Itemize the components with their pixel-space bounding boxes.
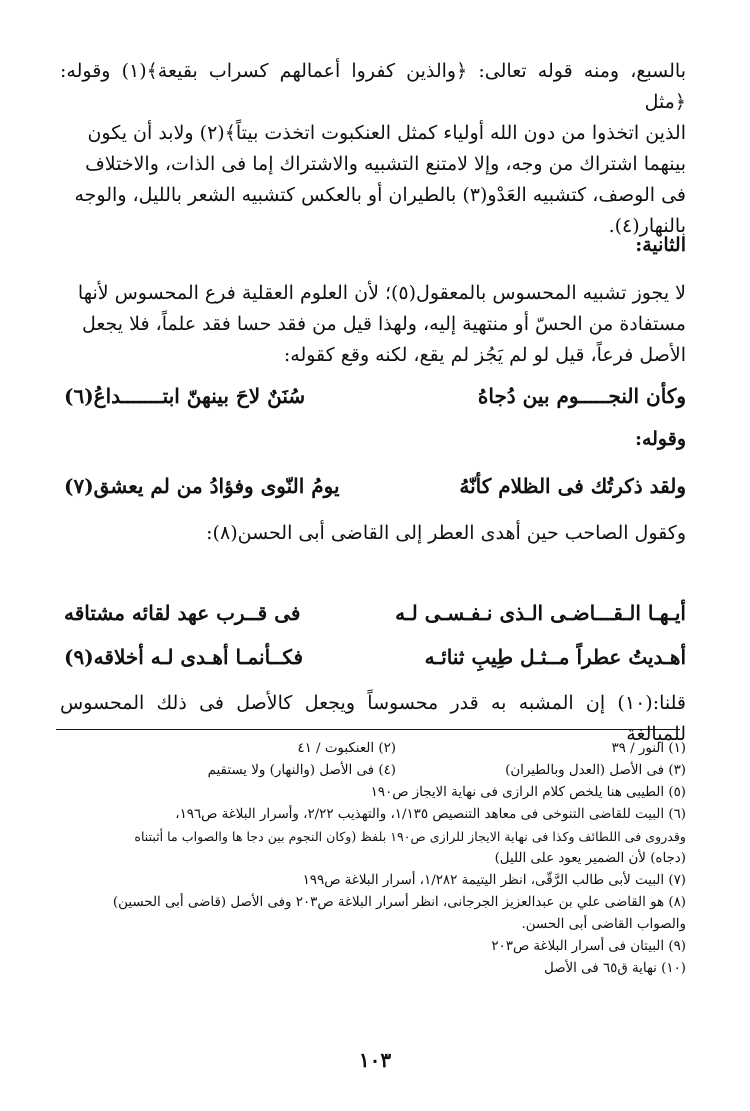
footnote-separator [56,729,680,730]
verse-2 [64,474,686,508]
wa-qawluhu: وقوله: [634,428,686,450]
footnote-2: (٢) العنكبوت / ٤١ [297,741,396,756]
paragraph-2 [60,278,686,371]
footnote-6-line: وقدروى فى اللطائف وكذا فى نهاية الايجاز للرازى ص١٩٠ بلفظ (وكان النجوم بين دجا ها والصواب ما أثبتناه [134,829,686,844]
footnote-row [56,760,686,782]
verse-1-first-hemistich: وكأن النجـــــوم بين دُجاهُ [477,384,686,408]
footnote-8-line: (٨) هو القاضى علي بن عبدالعزيز الجرجانى، انظر أسرار البلاغة ص٢٠٣ وفى الأصل (قاضى أبى الحسين) [112,895,686,910]
paragraph-2-line: لا يجوز تشبيه المحسوس بالمعقول(٥)؛ لأن العلوم العقلية فرع المحسوس لأنها [77,282,686,304]
paragraph-1 [60,56,686,242]
paragraph-1-line: فى الوصف، كتشبيه العَدْو(٣) بالطيران أو بالعكس كتشبيه الشعر بالليل، والوجه [74,184,686,206]
section-heading-second: الثانية: [635,234,686,256]
verse-3-first-hemistich: أيـهـا الـقـــاضـى الـذى نـفـسـى لـه [395,601,686,625]
paragraph-1-line: بالنهار(٤). [608,215,686,237]
paragraph-2-line: الأصل فرعاً، قيل لو لم يَجُز لم يقع، لكنه وقع كقوله: [283,344,686,366]
footnote-4: (٤) فى الأصل (والنهار) ولا يستقيم [207,763,396,778]
footnote-5: (٥) الطيبى هنا يلخص كلام الرازى فى نهاية الايجاز ص١٩٠ [370,785,686,800]
footnote-7: (٧) البيت لأبى طالب الرَّقّى، انظر اليتيمة ١/٢٨٢، أسرار البلاغة ص١٩٩ [302,873,686,888]
footnote-10: (١٠) نهاية ق٦٥ فى الأصل [544,961,686,976]
footnote-row [56,738,686,760]
footnote-1: (١) النور / ٣٩ [611,741,686,756]
footnote-3: (٣) فى الأصل (العدل وبالطيران) [505,763,686,778]
sahib-line: وكقول الصاحب حين أهدى العطر إلى القاضى أبى الحسن(٨): [206,522,686,544]
verse-2-second-hemistich: يومُ النّوى وفؤادُ من لم يعشق(٧) [64,474,340,498]
page-number: ١٠٣ [358,1048,392,1072]
paragraph-1-line: بالسبع، ومنه قوله تعالى: ﴿والذين كفروا أعمالهم كسراب بقيعة﴾(١) وقوله: ﴿مثل [60,60,687,113]
paragraph-1-line: بينهما اشتراك من وجه، وإلا لامتنع التشبيه والاشتراك إما فى الذات، والاختلاف [85,153,686,175]
verse-2-first-hemistich: ولقد ذكرتُك فى الظلام كأنّهُ [459,474,686,498]
paragraph-2-line: مستفادة من الحسّ أو منتهية إليه، ولهذا قيل من فقد حسا فقد علماً، فلا يجعل [81,313,686,335]
verse-4-second-hemistich: فكــأنمـا أهـدى لـه أخلاقه(٩) [64,645,303,669]
verse-4 [64,645,686,679]
paragraph-1-line: الذين اتخذوا من دون الله أولياء كمثل العنكبوت اتخذت بيتاً﴾(٢) ولابد أن يكون [87,122,686,144]
verse-3-second-hemistich: فى قــرب عهد لقائه مشتاقه [64,601,301,625]
footnotes [56,738,686,980]
final-line: قلنا:(١٠) إن المشبه به قدر محسوساً ويجعل كالأصل فى ذلك المحسوس للمبالغة [60,692,686,745]
verse-1 [64,384,686,418]
verse-1-second-hemistich: سُنَنٌ لاحَ بينهنّ ابتـــــــداعُ(٦) [64,384,306,408]
footnote-6-line: (٦) البيت للقاضى التنوخى فى معاهد التنصيص ١/١٣٥، والتهذيب ٢/٢٢، وأسرار البلاغة ص١٩٦، [175,807,686,822]
footnote-6-line: (دجاه) لأن الضمير يعود على الليل) [494,851,686,866]
footnote-9: (٩) البيتان فى أسرار البلاغة ص٢٠٣ [491,939,686,954]
verse-4-first-hemistich: أهـديتُ عطراً مــثـل طِيبِ ثنائـه [424,645,686,669]
footnote-8-line: والصواب القاضى أبى الحسن. [521,917,686,932]
verse-3 [64,601,686,635]
